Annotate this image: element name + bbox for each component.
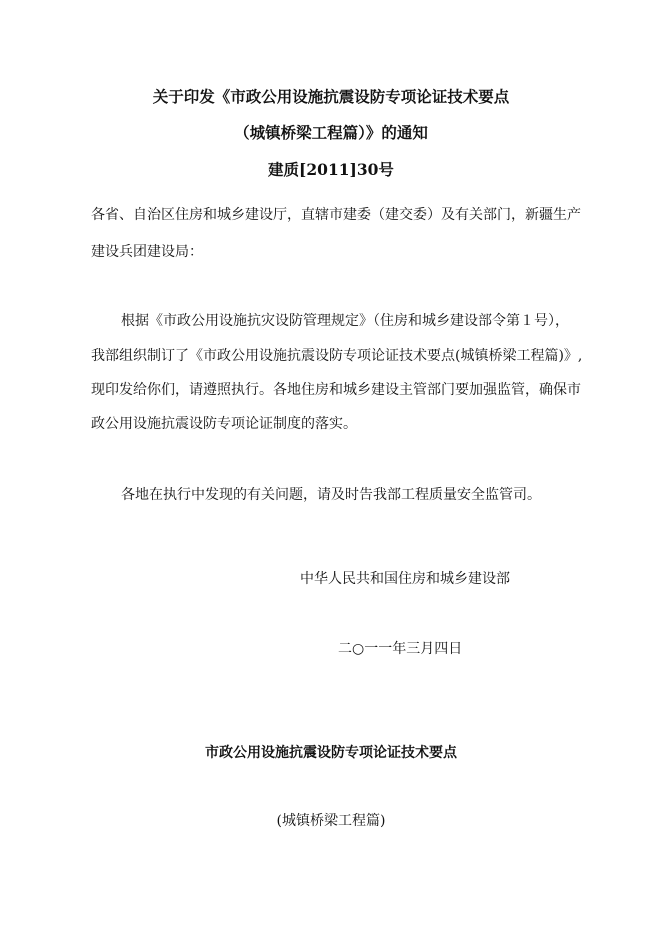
- body-paragraph-1-line-1: 根据《市政公用设施抗灾设防管理规定》（住房和城乡建设部令第１号），: [121, 313, 569, 329]
- issue-date: 二○一一年三月四日: [338, 641, 463, 657]
- addressee-line-1: 各省、自治区住房和城乡建设厅，直辖市建委（建交委）及有关部门，新疆生产: [91, 207, 581, 223]
- addressee-line-2: 建设兵团建设局：: [91, 244, 203, 260]
- attachment-subtitle: (城镇桥梁工程篇): [276, 813, 386, 829]
- issuer-signature: 中华人民共和国住房和城乡建设部: [300, 571, 510, 587]
- body-paragraph-1-line-3: 现印发给你们，请遵照执行。各地住房和城乡建设主管部门要加强监管，确保市: [91, 382, 581, 398]
- body-paragraph-1-line-4: 政公用设施抗震设防专项论证制度的落实。: [91, 416, 357, 432]
- notice-title-line-2: （城镇桥梁工程篇）》的通知: [234, 123, 428, 142]
- notice-title-line-1: 关于印发《市政公用设施抗震设防专项论证技术要点: [152, 87, 510, 106]
- document-number: 建质[2011]30号: [268, 160, 394, 179]
- attachment-title: 市政公用设施抗震设防专项论证技术要点: [205, 745, 457, 761]
- body-paragraph-1-line-2: 我部组织制订了《市政公用设施抗震设防专项论证技术要点(城镇桥梁工程篇)》,: [91, 348, 583, 364]
- body-paragraph-2: 各地在执行中发现的有关问题，请及时告我部工程质量安全监管司。: [121, 487, 541, 503]
